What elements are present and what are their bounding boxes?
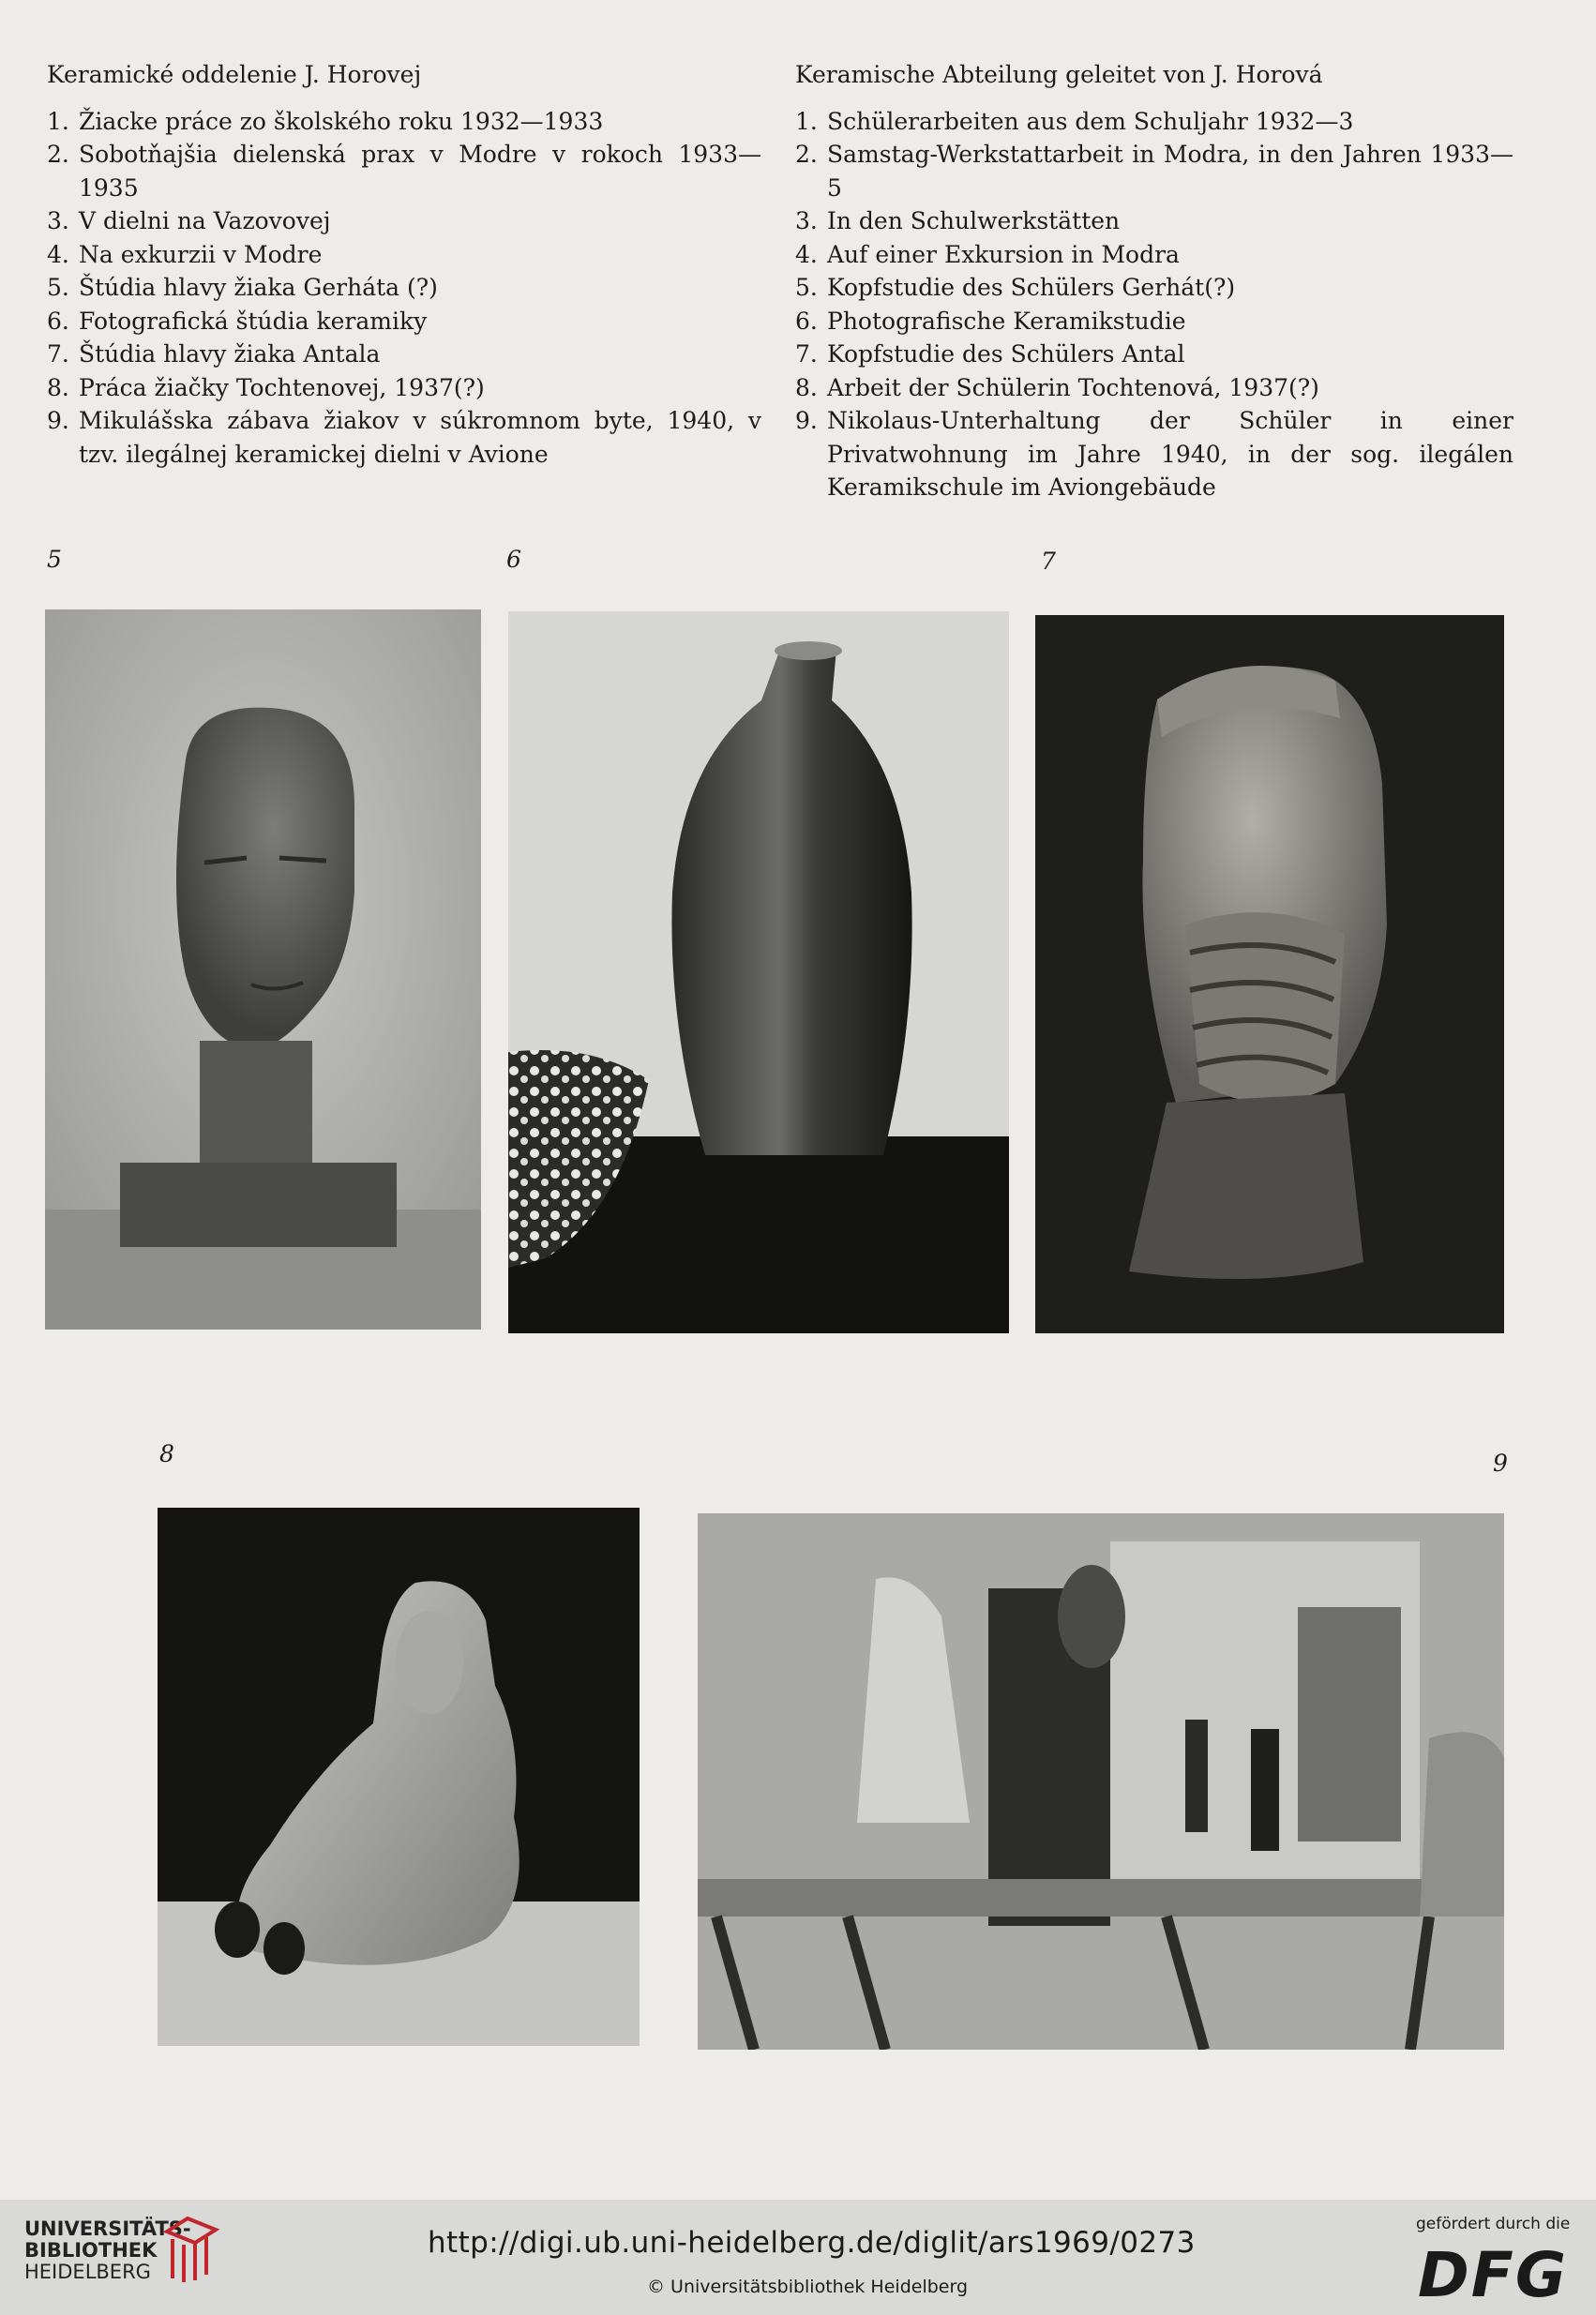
caption-text: Na exkurzii v Modre	[79, 240, 323, 268]
caption-number: 2.	[795, 141, 818, 168]
photo-ceramic-study	[508, 611, 1009, 1333]
caption-number: 1.	[47, 107, 69, 135]
caption-text: Kopfstudie des Schülers Antal	[827, 340, 1185, 368]
photo-student-figurine	[158, 1508, 640, 2046]
caption-number: 3.	[47, 207, 69, 234]
slovak-caption-item	[47, 371, 761, 405]
caption-text: Schülerarbeiten aus dem Schuljahr 1932—3	[827, 107, 1354, 135]
funded-by-label: gefördert durch die	[1416, 2215, 1571, 2233]
slovak-caption-item	[47, 305, 761, 338]
caption-text: V dielni na Vazovovej	[79, 207, 331, 234]
caption-text: Žiacke práce zo školského roku 1932—1933	[79, 107, 604, 135]
slovak-caption-column	[47, 58, 761, 471]
german-caption-item	[795, 238, 1513, 272]
caption-text: Práca žiačky Tochtenovej, 1937(?)	[79, 373, 485, 401]
caption-number: 6.	[47, 307, 69, 335]
library-name-line2: BIBLIOTHEK	[24, 2239, 158, 2262]
caption-number: 3.	[795, 207, 818, 234]
caption-text: Štúdia hlavy žiaka Gerháta (?)	[79, 274, 438, 301]
figure-number-5: 5	[47, 546, 62, 573]
caption-number: 9.	[47, 407, 69, 434]
caption-number: 9.	[795, 407, 818, 434]
caption-text: In den Schulwerkstätten	[827, 207, 1121, 234]
slovak-caption-item	[47, 105, 761, 139]
caption-number: 1.	[795, 107, 818, 135]
library-name-line3: HEIDELBERG	[24, 2261, 151, 2283]
german-caption-item	[795, 271, 1513, 305]
caption-number: 7.	[795, 340, 818, 368]
caption-text: Mikulášska zábava žiakov v súkromnom byte, 1940, v tzv. ilegálnej keramickej dielni v Avione	[79, 407, 761, 468]
slovak-heading: Keramické oddelenie J. Horovej	[47, 61, 422, 88]
german-caption-item	[795, 105, 1513, 139]
german-caption-item	[795, 138, 1513, 204]
caption-number: 8.	[47, 373, 69, 401]
caption-text: Sobotňajšia dielenská prax v Modre v rokoch 1933— 1935	[79, 141, 761, 202]
slovak-caption-item	[47, 338, 761, 371]
caption-number: 4.	[47, 240, 69, 268]
slovak-caption-item	[47, 138, 761, 204]
slovak-caption-item	[47, 238, 761, 272]
figure-number-7: 7	[1041, 548, 1056, 575]
caption-text: Arbeit der Schülerin Tochtenová, 1937(?)	[827, 373, 1319, 401]
german-caption-list	[795, 105, 1513, 504]
caption-number: 7.	[47, 340, 69, 368]
caption-number: 6.	[795, 307, 818, 335]
photo-head-study-gerhat	[45, 609, 481, 1330]
photo-head-study-antal	[1035, 615, 1504, 1333]
caption-number: 2.	[47, 141, 69, 168]
caption-text: Samstag-Werkstattarbeit in Modra, in den Jahren 1933—5	[827, 141, 1513, 202]
caption-text: Fotografická štúdia keramiky	[79, 307, 428, 335]
german-caption-item	[795, 371, 1513, 405]
figure-number-9: 9	[1493, 1450, 1508, 1477]
figure-number-8: 8	[159, 1440, 174, 1467]
caption-text: Nikolaus-Unterhaltung der Schüler in einer Privatwohnung im Jahre 1940, in der sog. ilegálen Keramikschule im Aviongebäude	[827, 407, 1513, 501]
copyright-notice: © Universitätsbibliothek Heidelberg	[647, 2277, 969, 2297]
caption-number: 5.	[795, 274, 818, 301]
german-caption-item	[795, 305, 1513, 338]
slovak-caption-item	[47, 404, 761, 471]
slovak-caption-item	[47, 271, 761, 305]
caption-text: Photografische Keramikstudie	[827, 307, 1186, 335]
library-footer	[0, 2200, 1596, 2315]
caption-text: Auf einer Exkursion in Modra	[827, 240, 1180, 268]
photo-nicholas-party-scene	[698, 1513, 1504, 2050]
caption-text: Štúdia hlavy žiaka Antala	[79, 340, 381, 368]
caption-number: 8.	[795, 373, 818, 401]
german-caption-item	[795, 404, 1513, 504]
digital-library-link[interactable]: http://digi.ub.uni-heidelberg.de/diglit/ars1969/0273	[428, 2226, 1196, 2260]
slovak-caption-list	[47, 105, 761, 472]
german-heading: Keramische Abteilung geleitet von J. Horová	[795, 61, 1323, 88]
caption-text: Kopfstudie des Schülers Gerhát(?)	[827, 274, 1236, 301]
german-caption-column	[795, 58, 1513, 504]
caption-number: 4.	[795, 240, 818, 268]
dfg-logo: DFG	[1418, 2239, 1569, 2311]
german-caption-item	[795, 204, 1513, 238]
caption-number: 5.	[47, 274, 69, 301]
library-logo-icon	[159, 2213, 221, 2284]
german-caption-item	[795, 338, 1513, 371]
library-name-line1: UNIVERSITÄTS-	[24, 2217, 191, 2240]
figure-number-6: 6	[506, 546, 521, 573]
slovak-caption-item	[47, 204, 761, 238]
